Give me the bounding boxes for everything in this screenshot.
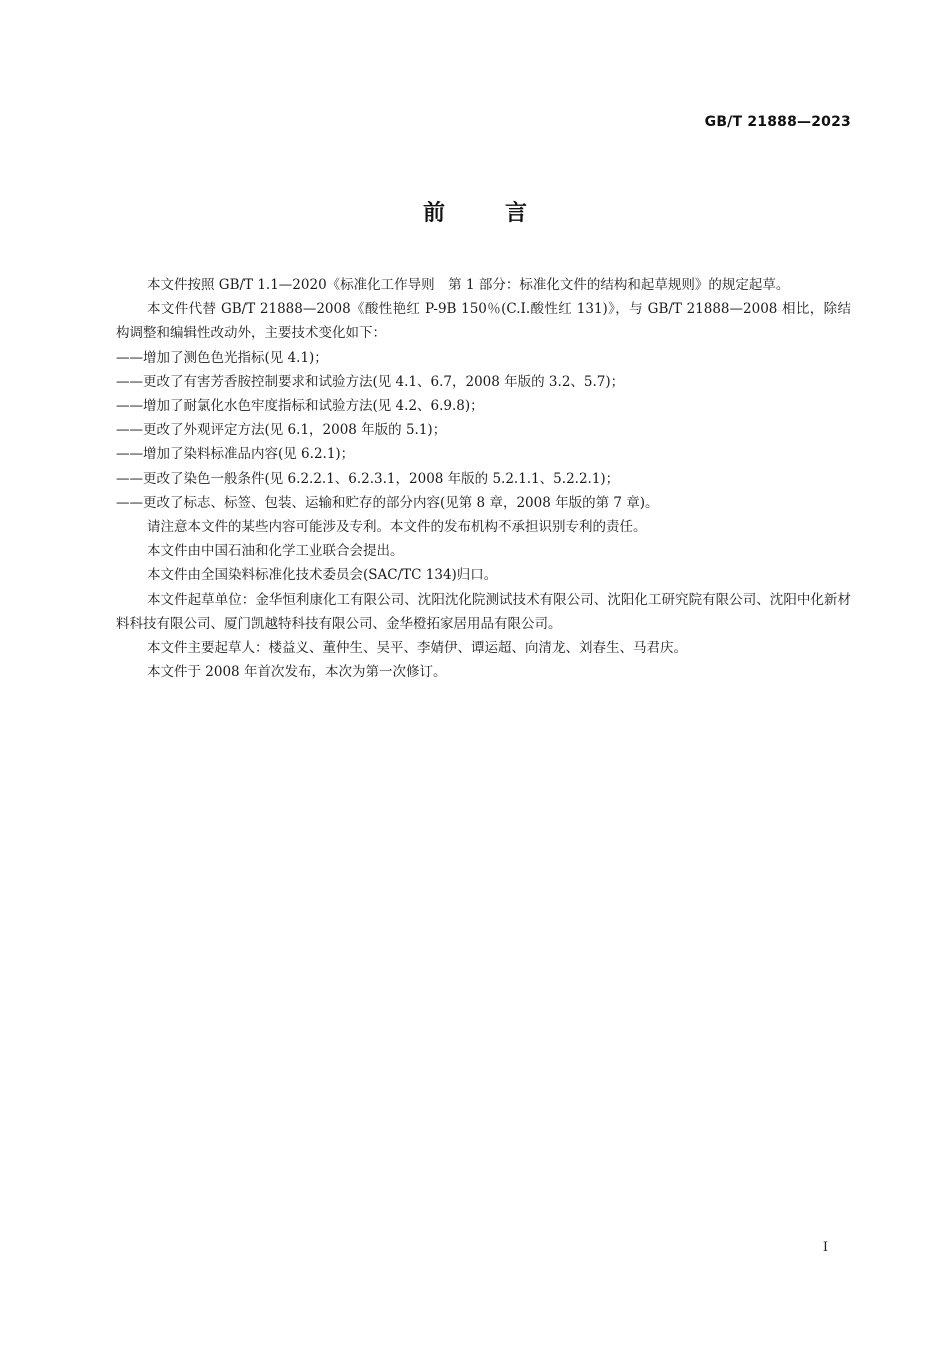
paragraph-drafters: 本文件主要起草人：楼益义、董仲生、吴平、李婧伊、谭运超、向清龙、刘春生、马君庆。: [147, 640, 687, 657]
title-char-2: 言: [505, 201, 528, 226]
paragraph-replaces: 本文件代替 GB/T 21888—2008《酸性艳红 P-9B 150％(C.I.酸性红 131)》，与 GB/T 21888—2008 相比，除结构调整和编辑性改动外，主要技术变化如下：: [116, 301, 851, 342]
paragraph-administered-by: 本文件由全国染料标准化技术委员会(SAC/TC 134)归口。: [147, 567, 498, 584]
change-item: ——更改了标志、标签、包装、运输和贮存的部分内容(见第 8 章，2008 年版的第 7 章)。: [116, 494, 659, 511]
page-title: [0, 196, 950, 227]
page-number: I: [822, 1240, 828, 1255]
change-item: ——增加了耐氯化水色牢度指标和试验方法(见 4.2、6.9.8)；: [116, 398, 484, 415]
change-item: ——增加了测色色光指标(见 4.1)；: [116, 349, 328, 366]
paragraph-drafting-rules: 本文件按照 GB/T 1.1—2020《标准化工作导则 第 1 部分：标准化文件的结构和起草规则》的规定起草。: [147, 277, 790, 293]
paragraph-drafting-units: 本文件起草单位：金华恒利康化工有限公司、沈阳沈化院测试技术有限公司、沈阳化工研究院有限公司、沈阳中化新材料科技有限公司、厦门凯越特科技有限公司、金华橙拓家居用品有限公司。: [116, 591, 851, 632]
change-item: ——更改了染色一般条件(见 6.2.2.1、6.2.3.1，2008 年版的 5.2.1.1、5.2.2.1)；: [116, 470, 620, 487]
paragraph-patent-notice: 请注意本文件的某些内容可能涉及专利。本文件的发布机构不承担识别专利的责任。: [147, 519, 647, 536]
paragraph-history: 本文件于 2008 年首次发布，本次为第一次修订。: [147, 664, 447, 681]
change-item: ——增加了染料标准品内容(见 6.2.1)；: [116, 446, 355, 463]
paragraph-proposed-by: 本文件由中国石油和化学工业联合会提出。: [147, 543, 404, 560]
change-item: ——更改了有害芳香胺控制要求和试验方法(见 4.1、6.7，2008 年版的 3.2、5.7)；: [116, 373, 625, 390]
standard-code: GB/T 21888—2023: [704, 114, 851, 130]
change-item: ——更改了外观评定方法(见 6.1，2008 年版的 5.1)；: [116, 422, 447, 439]
foreword-body: [116, 273, 851, 684]
title-char-1: 前: [422, 201, 445, 226]
